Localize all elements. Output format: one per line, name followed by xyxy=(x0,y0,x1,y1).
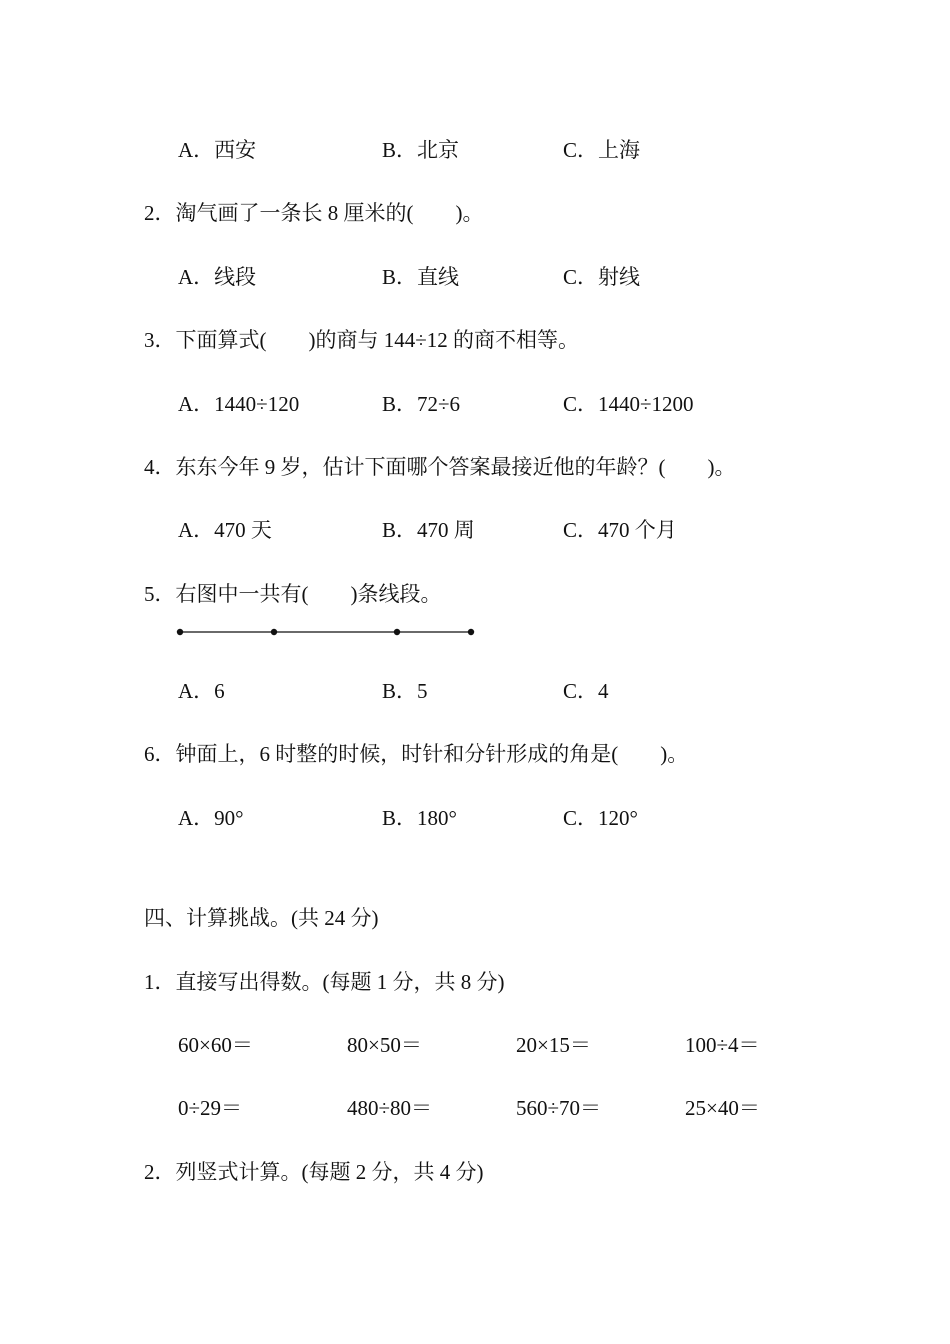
q6-option-a: A．90° xyxy=(178,806,244,830)
calc-item: 560÷70＝ xyxy=(516,1096,602,1120)
q2-option-a: A．线段 xyxy=(178,265,257,289)
q5-option-c: C．4 xyxy=(563,679,609,703)
q4-option-b: B．470 周 xyxy=(382,518,475,542)
q2-stem: 2．淘气画了一条长 8 厘米的( )。 xyxy=(144,201,484,225)
q5-option-b: B．5 xyxy=(382,679,428,703)
section-4-part-2-stem: 2．列竖式计算。(每题 2 分，共 4 分) xyxy=(144,1160,484,1184)
calc-item: 480÷80＝ xyxy=(347,1096,433,1120)
q1-option-c: C．上海 xyxy=(563,138,641,162)
calc-item: 20×15＝ xyxy=(516,1033,591,1057)
line-segment-diagram xyxy=(170,620,480,644)
q5-stem: 5．右图中一共有( )条线段。 xyxy=(144,582,442,606)
q5-option-a: A．6 xyxy=(178,679,225,703)
q6-stem: 6．钟面上，6 时整的时候，时针和分针形成的角是( )。 xyxy=(144,742,689,766)
q6-option-c: C．120° xyxy=(563,806,638,830)
diagram-point xyxy=(394,629,400,635)
q4-stem: 4．东东今年 9 岁，估计下面哪个答案最接近他的年龄？( )。 xyxy=(144,455,736,479)
q3-option-b: B．72÷6 xyxy=(382,392,461,416)
calc-item: 80×50＝ xyxy=(347,1033,422,1057)
q2-option-c: C．射线 xyxy=(563,265,641,289)
q3-option-a: A．1440÷120 xyxy=(178,392,300,416)
q1-option-a: A．西安 xyxy=(178,138,257,162)
diagram-point xyxy=(271,629,277,635)
q1-option-b: B．北京 xyxy=(382,138,460,162)
q2-option-b: B．直线 xyxy=(382,265,460,289)
calc-item: 25×40＝ xyxy=(685,1096,760,1120)
diagram-point xyxy=(177,629,183,635)
calc-item: 0÷29＝ xyxy=(178,1096,243,1120)
q4-option-a: A．470 天 xyxy=(178,518,272,542)
q3-stem: 3．下面算式( )的商与 144÷12 的商不相等。 xyxy=(144,328,580,352)
calc-item: 60×60＝ xyxy=(178,1033,253,1057)
q6-option-b: B．180° xyxy=(382,806,457,830)
section-4-part-1-stem: 1．直接写出得数。(每题 1 分，共 8 分) xyxy=(144,970,505,994)
section-4-title: 四、计算挑战。(共 24 分) xyxy=(144,906,379,930)
q4-option-c: C．470 个月 xyxy=(563,518,677,542)
calc-item: 100÷4＝ xyxy=(685,1033,760,1057)
diagram-point xyxy=(468,629,474,635)
q3-option-c: C．1440÷1200 xyxy=(563,392,694,416)
